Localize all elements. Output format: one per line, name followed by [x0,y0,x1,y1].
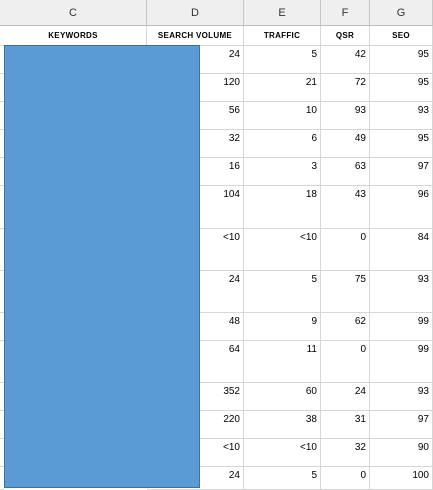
seo-cell[interactable]: 97 [370,158,433,186]
col-f-header[interactable]: F [321,0,370,26]
seo-cell[interactable]: 96 [370,186,433,229]
traffic-cell[interactable]: 10 [244,102,321,130]
search-volume-cell[interactable]: 64 [147,341,244,383]
seo-cell[interactable]: 95 [370,46,433,74]
traffic-cell[interactable]: <10 [244,229,321,271]
qsr-cell[interactable]: 0 [321,467,370,490]
seo-cell[interactable]: 90 [370,439,433,467]
qsr-cell[interactable]: 0 [321,229,370,271]
qsr-cell[interactable]: 49 [321,130,370,158]
qsr-cell[interactable]: 24 [321,383,370,411]
traffic-cell[interactable]: 6 [244,130,321,158]
qsr-cell[interactable]: 43 [321,186,370,229]
seo-header[interactable]: SEO [370,26,433,46]
seo-cell[interactable]: 93 [370,102,433,130]
traffic-cell[interactable]: 9 [244,313,321,341]
traffic-cell[interactable]: 5 [244,46,321,74]
search-volume-cell[interactable]: 56 [147,102,244,130]
qsr-cell[interactable]: 62 [321,313,370,341]
seo-cell[interactable]: 84 [370,229,433,271]
seo-cell[interactable]: 100 [370,467,433,490]
seo-cell[interactable]: 93 [370,271,433,313]
seo-cell[interactable]: 93 [370,383,433,411]
seo-cell[interactable]: 95 [370,74,433,102]
traffic-cell[interactable]: 21 [244,74,321,102]
qsr-cell[interactable]: 32 [321,439,370,467]
qsr-cell[interactable]: 0 [321,341,370,383]
traffic-cell[interactable]: 5 [244,271,321,313]
search-volume-cell[interactable]: 220 [147,411,244,439]
qsr-cell[interactable]: 31 [321,411,370,439]
traffic-cell[interactable]: 5 [244,467,321,490]
col-d-header[interactable]: D [147,0,244,26]
blue-rectangle-shape[interactable] [4,45,200,488]
traffic-cell[interactable]: 11 [244,341,321,383]
search-volume-cell[interactable]: <10 [147,229,244,271]
seo-cell[interactable]: 95 [370,130,433,158]
search-volume-header[interactable]: SEARCH VOLUME [147,26,244,46]
col-g-header[interactable]: G [370,0,433,26]
search-volume-cell[interactable]: 48 [147,313,244,341]
search-volume-cell[interactable]: 24 [147,46,244,74]
traffic-cell[interactable]: 38 [244,411,321,439]
traffic-cell[interactable]: <10 [244,439,321,467]
seo-cell[interactable]: 99 [370,313,433,341]
traffic-cell[interactable]: 60 [244,383,321,411]
search-volume-cell[interactable]: <10 [147,439,244,467]
search-volume-cell[interactable]: 104 [147,186,244,229]
col-c-header[interactable]: C [0,0,147,26]
traffic-cell[interactable]: 3 [244,158,321,186]
search-volume-cell[interactable]: 352 [147,383,244,411]
search-volume-cell[interactable]: 24 [147,271,244,313]
seo-cell[interactable]: 97 [370,411,433,439]
qsr-cell[interactable]: 75 [321,271,370,313]
qsr-cell[interactable]: 63 [321,158,370,186]
traffic-header[interactable]: TRAFFIC [244,26,321,46]
qsr-cell[interactable]: 93 [321,102,370,130]
qsr-header[interactable]: QSR [321,26,370,46]
qsr-cell[interactable]: 42 [321,46,370,74]
search-volume-cell[interactable]: 120 [147,74,244,102]
keywords-header[interactable]: KEYWORDS [0,26,147,46]
col-e-header[interactable]: E [244,0,321,26]
search-volume-cell[interactable]: 32 [147,130,244,158]
qsr-cell[interactable]: 72 [321,74,370,102]
traffic-cell[interactable]: 18 [244,186,321,229]
search-volume-cell[interactable]: 24 [147,467,244,490]
search-volume-cell[interactable]: 16 [147,158,244,186]
seo-cell[interactable]: 99 [370,341,433,383]
